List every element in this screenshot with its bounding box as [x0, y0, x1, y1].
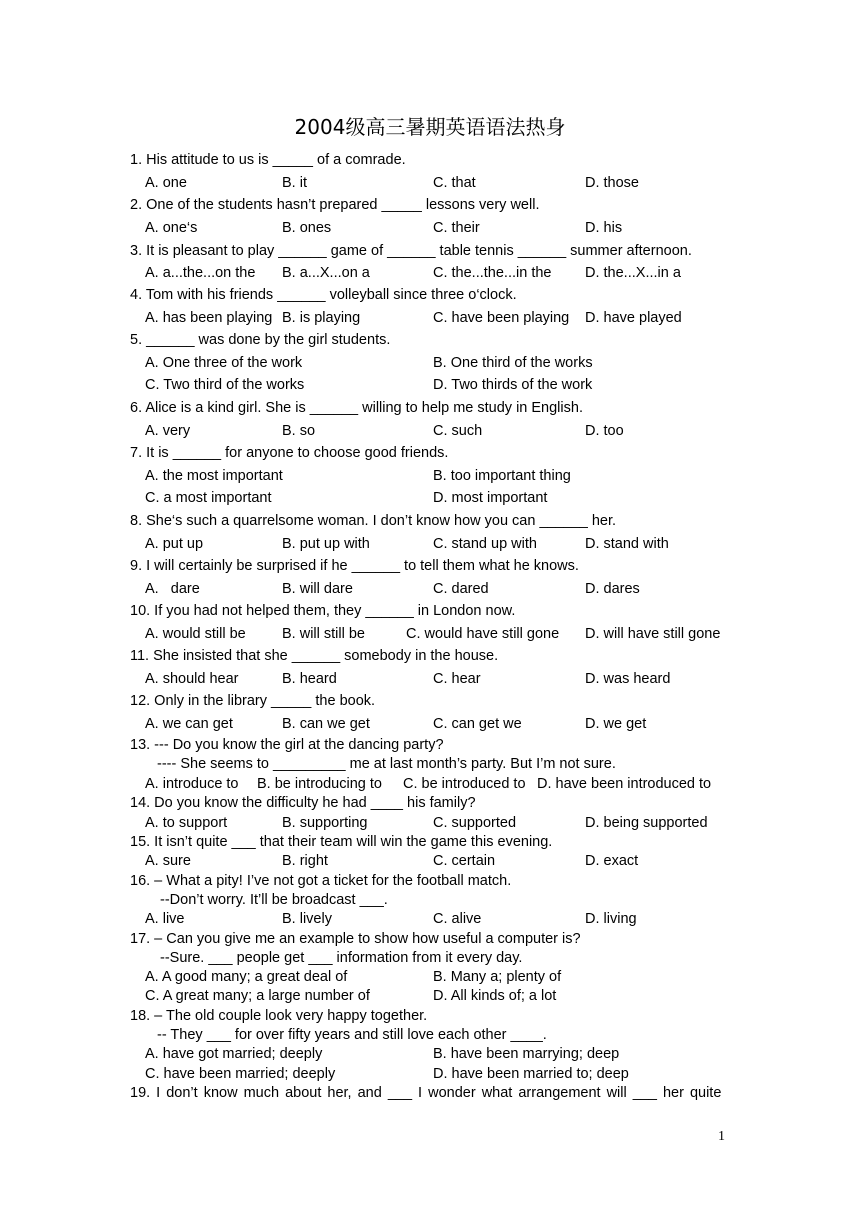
- question-stem: 5. ______ was done by the girl students.: [130, 332, 391, 348]
- option: A. we can get: [145, 716, 233, 732]
- option: C. their: [433, 220, 480, 236]
- option: D. most important: [433, 490, 548, 506]
- question-stem: 16. – What a pity! I’ve not got a ticket for the football match.: [130, 873, 512, 889]
- option: A. introduce to: [145, 776, 239, 792]
- option: C. alive: [433, 911, 482, 927]
- option: C. be introduced to: [403, 776, 526, 792]
- option: B. ones: [282, 220, 332, 236]
- option: C. would have still gone: [406, 626, 560, 642]
- option: A. one: [145, 175, 187, 191]
- option: D. we get: [585, 716, 647, 732]
- option: B. too important thing: [433, 468, 571, 484]
- question-stem: 13. --- Do you know the girl at the dancing party?: [130, 737, 444, 753]
- option: D. have been introduced to: [537, 776, 712, 792]
- option: B. Many a; plenty of: [433, 969, 562, 985]
- option: D. too: [585, 423, 624, 439]
- option: D. exact: [585, 853, 639, 869]
- question-stem: 8. She‘s such a quarrelsome woman. I don’t know how you can ______ her.: [130, 513, 617, 529]
- option: A. live: [145, 911, 185, 927]
- option: A. put up: [145, 536, 204, 552]
- option: C. supported: [433, 815, 517, 831]
- question-stem: 15. It isn’t quite ___ that their team will win the game this evening.: [130, 834, 553, 850]
- option: A. dare: [145, 581, 200, 597]
- question-stem: 10. If you had not helped them, they ______ in London now.: [130, 603, 516, 619]
- option: D. have been married to; deep: [433, 1066, 629, 1082]
- option: B. can we get: [282, 716, 370, 732]
- option: A. very: [145, 423, 191, 439]
- option: C. have been playing: [433, 310, 570, 326]
- option: D. those: [585, 175, 639, 191]
- option: B. a...X...on a: [282, 265, 370, 281]
- option: D. his: [585, 220, 623, 236]
- question-stem: 3. It is pleasant to play ______ game of ______ table tennis ______ summer afternoon.: [130, 243, 692, 259]
- question-stem: 14. Do you know the difficulty he had ____ his family?: [130, 795, 476, 811]
- option: B. so: [282, 423, 316, 439]
- option: B. is playing: [282, 310, 361, 326]
- option: D. the...X...in a: [585, 265, 681, 281]
- option: D. Two thirds of the work: [433, 377, 593, 393]
- option: A. sure: [145, 853, 191, 869]
- option: C. have been married; deeply: [145, 1066, 336, 1082]
- option: B. it: [282, 175, 307, 191]
- question-stem: 7. It is ______ for anyone to choose good friends.: [130, 445, 449, 461]
- question-dialogue: --Don’t worry. It’ll be broadcast ___.: [160, 892, 388, 908]
- option: D. stand with: [585, 536, 669, 552]
- option: A. to support: [145, 815, 228, 831]
- option: C. a most important: [145, 490, 272, 506]
- option: C. hear: [433, 671, 481, 687]
- option: D. living: [585, 911, 637, 927]
- option: D. All kinds of; a lot: [433, 988, 557, 1004]
- option: C. Two third of the works: [145, 377, 305, 393]
- option: A. the most important: [145, 468, 283, 484]
- option: B. right: [282, 853, 328, 869]
- question-stem: 4. Tom with his friends ______ volleyball since three o‘clock.: [130, 287, 517, 303]
- option: B. be introducing to: [257, 776, 382, 792]
- option: D. have played: [585, 310, 682, 326]
- option: B. will dare: [282, 581, 353, 597]
- question-stem: 2. One of the students hasn’t prepared _____ lessons very well.: [130, 197, 540, 213]
- option: A. A good many; a great deal of: [145, 969, 348, 985]
- page-number: 1: [718, 1129, 725, 1144]
- question-stem: 19. I don’t know much about her, and ___ I wonder what arrangement will ___ her quite: [130, 1085, 722, 1101]
- option: A. one‘s: [145, 220, 198, 236]
- option: B. lively: [282, 911, 332, 927]
- option: C. that: [433, 175, 476, 191]
- question-dialogue: ---- She seems to _________ me at last month’s party. But I’m not sure.: [157, 756, 616, 772]
- option: A. has been playing: [145, 310, 273, 326]
- option: C. can get we: [433, 716, 522, 732]
- document-title: 2004级高三暑期英语语法热身: [294, 115, 566, 139]
- question-stem: 18. – The old couple look very happy together.: [130, 1008, 428, 1024]
- option: D. dares: [585, 581, 640, 597]
- question-stem: 17. – Can you give me an example to show how useful a computer is?: [130, 931, 581, 947]
- option: B. have been marrying; deep: [433, 1046, 620, 1062]
- question-stem: 12. Only in the library _____ the book.: [130, 693, 376, 709]
- option: D. will have still gone: [585, 626, 721, 642]
- question-dialogue: -- They ___ for over fifty years and still love each other ____.: [157, 1027, 547, 1043]
- option: B. put up with: [282, 536, 370, 552]
- option: C. A great many; a large number of: [145, 988, 370, 1004]
- option: B. One third of the works: [433, 355, 593, 371]
- option: C. stand up with: [433, 536, 537, 552]
- option: C. such: [433, 423, 483, 439]
- option: C. dared: [433, 581, 489, 597]
- option: A. would still be: [145, 626, 246, 642]
- question-dialogue: --Sure. ___ people get ___ information from it every day.: [160, 950, 523, 966]
- option: D. was heard: [585, 671, 671, 687]
- option: B. will still be: [282, 626, 365, 642]
- question-stem: 6. Alice is a kind girl. She is ______ willing to help me study in English.: [130, 400, 583, 416]
- option: D. being supported: [585, 815, 708, 831]
- option: A. a...the...on the: [145, 265, 256, 281]
- option: C. the...the...in the: [433, 265, 552, 281]
- question-stem: 1. His attitude to us is _____ of a comrade.: [130, 152, 406, 168]
- option: A. have got married; deeply: [145, 1046, 323, 1062]
- option: A. should hear: [145, 671, 239, 687]
- option: B. supporting: [282, 815, 368, 831]
- question-stem: 9. I will certainly be surprised if he ______ to tell them what he knows.: [130, 558, 579, 574]
- option: B. heard: [282, 671, 337, 687]
- option: A. One three of the work: [145, 355, 303, 371]
- question-stem: 11. She insisted that she ______ somebody in the house.: [130, 648, 499, 664]
- option: C. certain: [433, 853, 496, 869]
